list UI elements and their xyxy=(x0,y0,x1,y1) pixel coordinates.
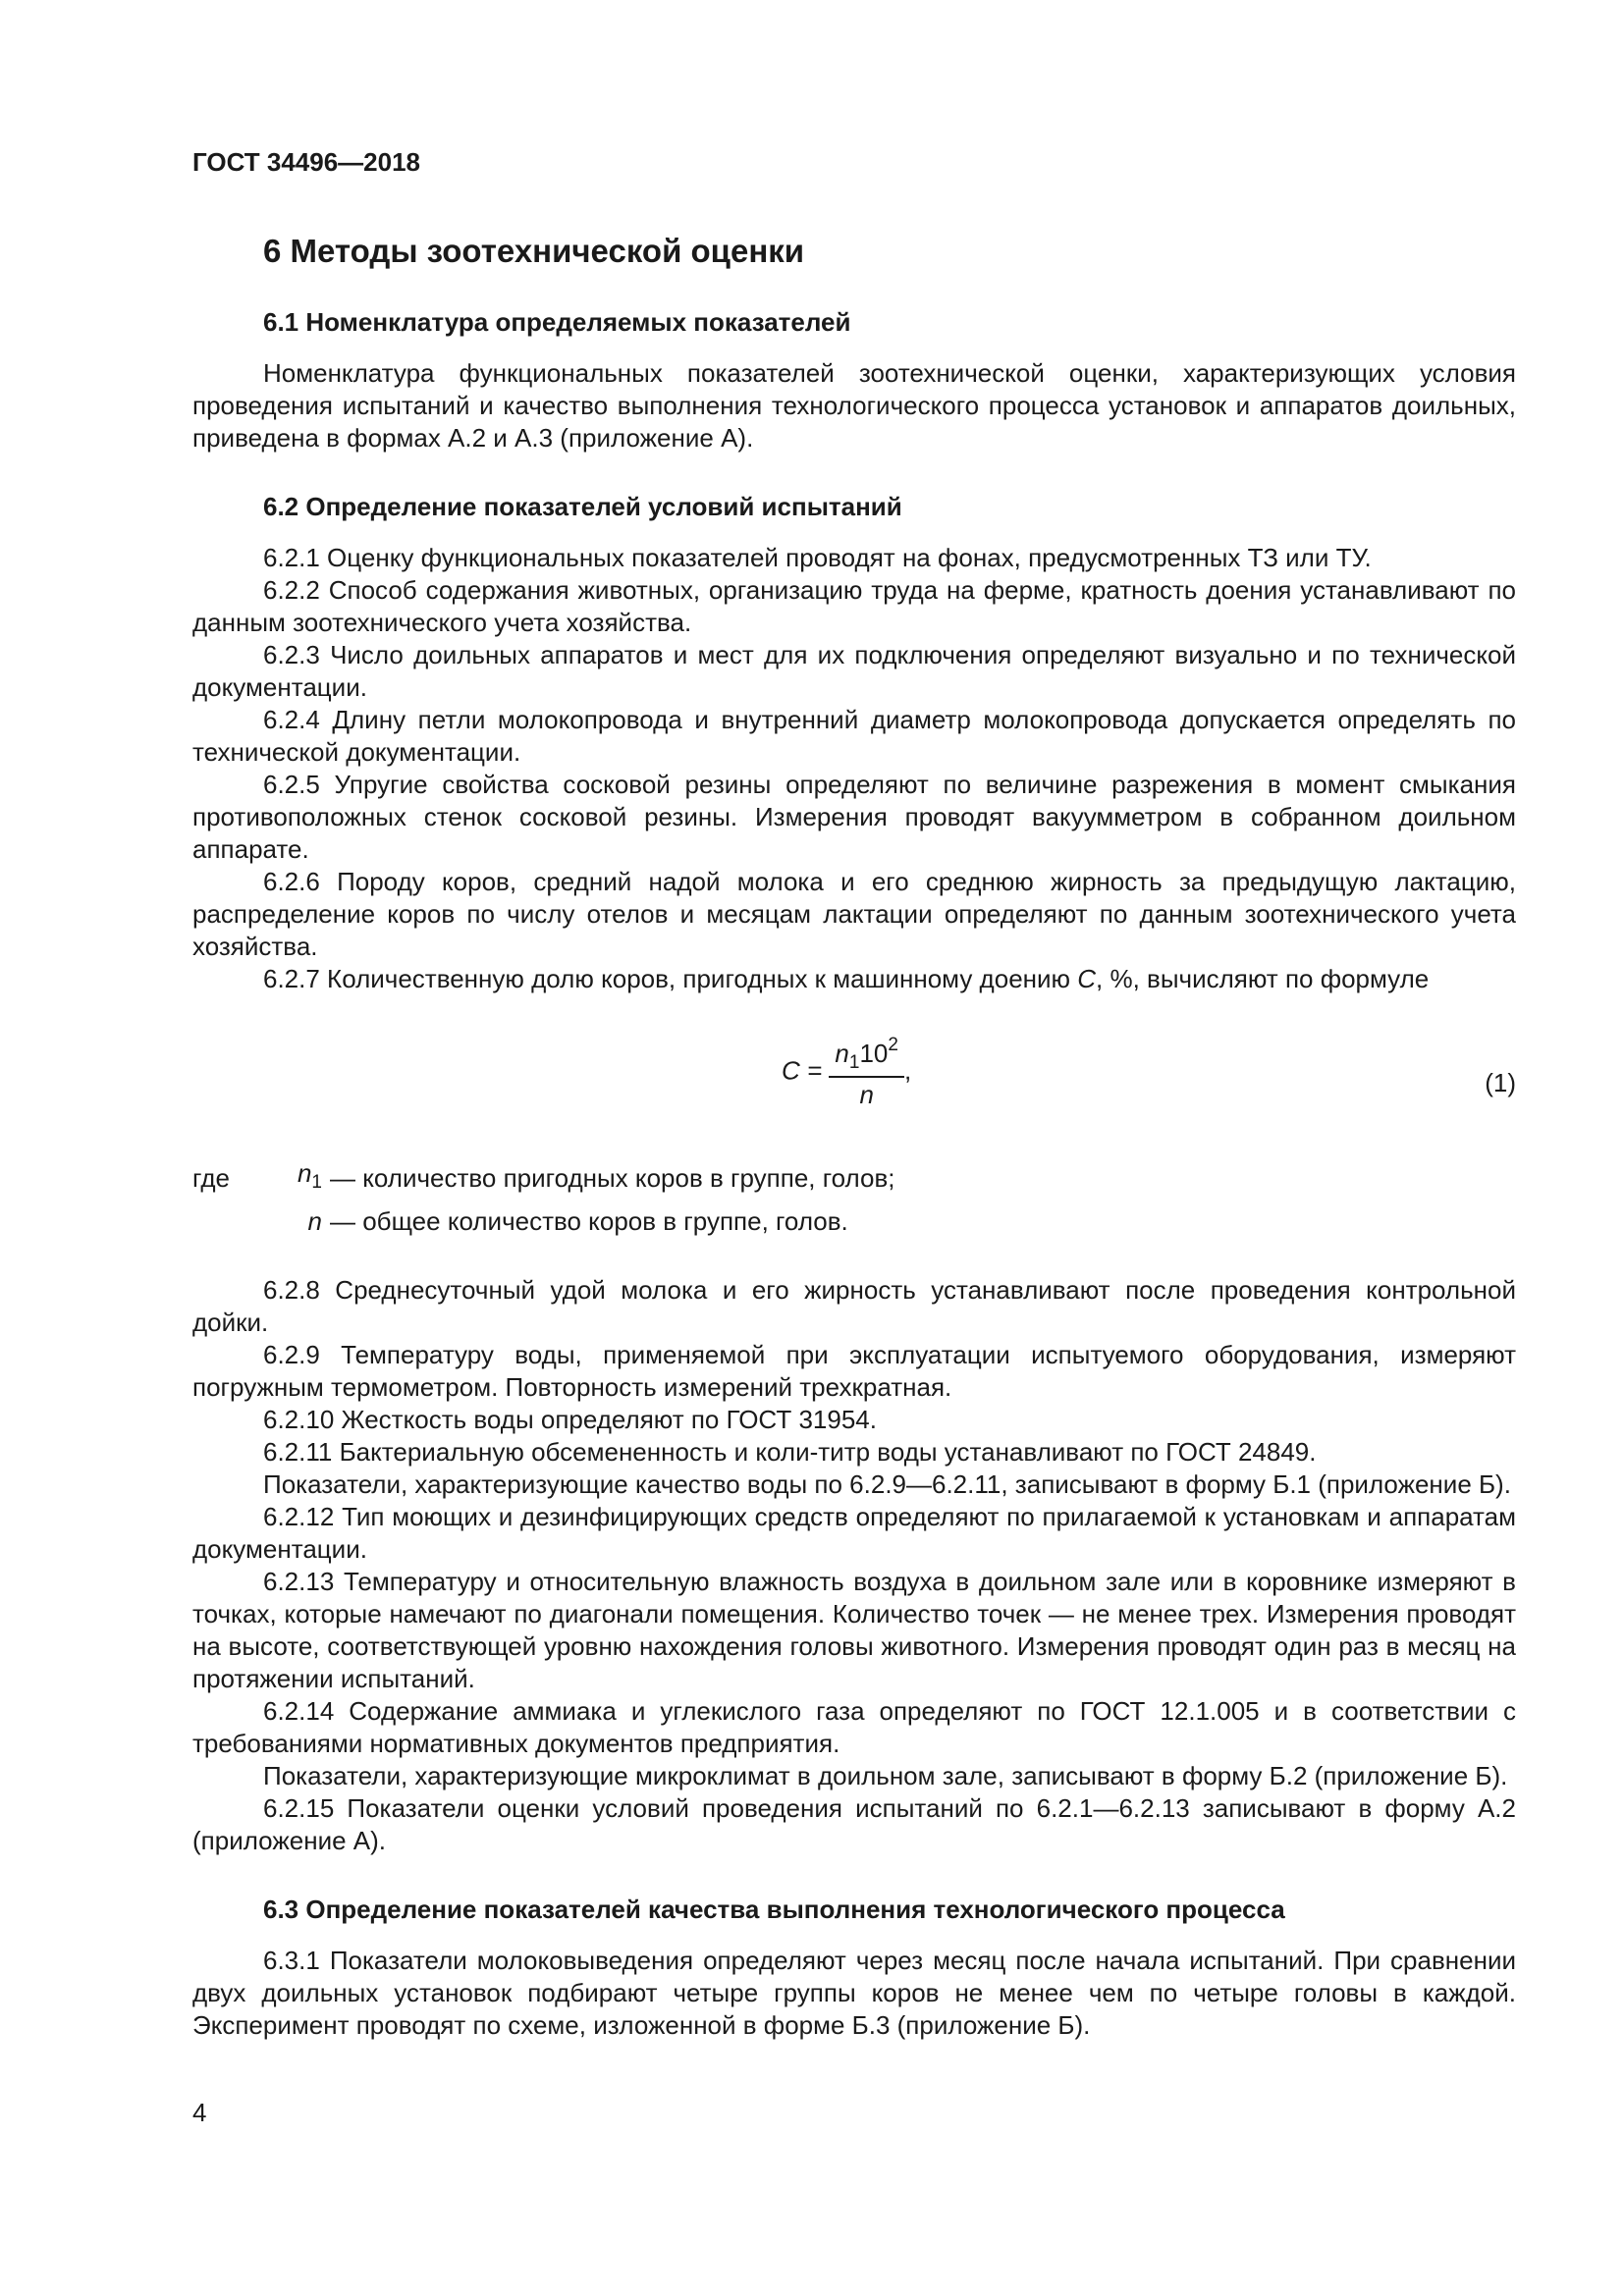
paragraph-6-1: Номенклатура функциональных показателей зоотехнической оценки, характеризующих условия проведения испытаний и качество выполнения технологического процесса установок и аппаратов доильных, приведена в формах А.2 и А.3 (приложение А). xyxy=(192,358,1516,453)
legend-row-n xyxy=(192,1200,1516,1243)
subsection-6-3-title: 6.3 Определение показателей качества выполнения технологического процесса xyxy=(263,1895,1285,1924)
variable-c: С xyxy=(1077,964,1097,993)
formula-comma: , xyxy=(903,1055,912,1086)
paragraph-6-2-7-end: , %, вычисляют по формуле xyxy=(1096,964,1430,993)
legend-text: — количество пригодных коров в группе, голов; xyxy=(330,1162,895,1193)
page-content xyxy=(192,147,1516,2042)
formula-num-base: 10 xyxy=(859,1039,889,1068)
formula-legend xyxy=(192,1156,1516,1243)
paragraph-6-2-10: 6.2.10 Жесткость воды определяют по ГОСТ 31954. xyxy=(263,1405,877,1434)
paragraph-6-2-15: 6.2.15 Показатели оценки условий проведения испытаний по 6.2.1—6.2.13 записывают в форму А.2 (приложение А). xyxy=(192,1793,1516,1855)
legend-where-word: где xyxy=(192,1162,230,1193)
legend-symbol xyxy=(261,1157,330,1199)
legend-text: — общее количество коров в группе, голов. xyxy=(330,1205,848,1236)
paragraph-6-2-7 xyxy=(192,963,1516,995)
document-code: ГОСТ 34496—2018 xyxy=(192,147,420,177)
section-title: 6 Методы зоотехнической оценки xyxy=(263,233,805,269)
formula-expression xyxy=(782,1035,911,1110)
paragraph-6-2-5: 6.2.5 Упругие свойства сосковой резины определяют по величине разрежения в момент смыкания противоположных стенок сосковой резины. Измерения проводят вакуумметром в собранном доильном аппарате. xyxy=(192,770,1516,864)
legend-var: n xyxy=(297,1158,312,1188)
formula-num-var: n xyxy=(835,1039,849,1068)
legend-symbol xyxy=(261,1205,330,1238)
page-number: 4 xyxy=(192,2098,207,2127)
paragraph-6-2-3: 6.2.3 Число доильных аппаратов и мест для их подключения определяют визуально и по технической документации. xyxy=(192,640,1516,702)
paragraph-6-2-1: 6.2.1 Оценку функциональных показателей проводят на фонах, предусмотренных ТЗ или ТУ. xyxy=(263,543,1372,572)
paragraph-6-2-14: 6.2.14 Содержание аммиака и углекислого газа определяют по ГОСТ 12.1.005 и в соответствии с требованиями нормативных документов предприятия. xyxy=(192,1696,1516,1758)
formula-denominator: n xyxy=(859,1080,874,1109)
formula-1 xyxy=(192,1021,1516,1148)
subsection-6-2-title: 6.2 Определение показателей условий испытаний xyxy=(263,492,902,521)
paragraph-6-2-8: 6.2.8 Среднесуточный удой молока и его жирность устанавливают после проведения контрольной дойки. xyxy=(192,1275,1516,1337)
paragraph-6-2-12: 6.2.12 Тип моющих и дезинфицирующих средств определяют по прилагаемой к установкам и аппаратам документации. xyxy=(192,1502,1516,1564)
legend-var: n xyxy=(307,1205,322,1236)
paragraph-6-2-13: 6.2.13 Температуру и относительную влажность воздуха в доильном зале или в коровнике измеряют в точках, которые намечают по диагонали помещения. Количество точек — не менее трех. Измерения проводят на высоте, соответствующей уровню нахождения головы животного. Измерения проводят один раз в месяц на протяжении испытаний. xyxy=(192,1567,1516,1693)
subsection-6-1-title: 6.1 Номенклатура определяемых показателей xyxy=(263,307,851,337)
formula-number: (1) xyxy=(1485,1068,1516,1097)
paragraph-6-2-4: 6.2.4 Длину петли молокопровода и внутренний диаметр молокопровода допускается определять по технической документации. xyxy=(192,705,1516,767)
paragraph-microclimate: Показатели, характеризующие микроклимат в доильном зале, записывают в форму Б.2 (приложение Б). xyxy=(263,1761,1508,1790)
paragraph-water-quality: Показатели, характеризующие качество воды по 6.2.9—6.2.11, записывают в форму Б.1 (приложение Б). xyxy=(263,1469,1511,1499)
paragraph-6-2-11: 6.2.11 Бактериальную обсемененность и коли-титр воды устанавливают по ГОСТ 24849. xyxy=(263,1437,1317,1467)
paragraph-6-2-9: 6.2.9 Температуру воды, применяемой при эксплуатации испытуемого оборудования, измеряют погружным термометром. Повторность измерений трехкратная. xyxy=(192,1340,1516,1402)
formula-numerator xyxy=(829,1035,904,1078)
formula-lhs: С = xyxy=(782,1055,823,1086)
formula-num-exp: 2 xyxy=(888,1035,898,1055)
paragraph-6-2-6: 6.2.6 Породу коров, средний надой молока и его среднюю жирность за предыдущую лактацию, распределение коров по числу отелов и месяцам лактации определяют по данным зоотехнического учета хозяйства. xyxy=(192,867,1516,961)
legend-sub: 1 xyxy=(311,1172,322,1193)
paragraph-6-3-1: 6.3.1 Показатели молоковыведения определяют через месяц после начала испытаний. При сравнении двух доильных установок подбирают четыре группы коров не менее чем по четыре головы в каждой. Эксперимент проводят по схеме, изложенной в форме Б.3 (приложение Б). xyxy=(192,1946,1516,2040)
paragraph-6-2-2: 6.2.2 Способ содержания животных, организацию труда на ферме, кратность доения устанавливают по данным зоотехнического учета хозяйства. xyxy=(192,575,1516,637)
formula-fraction xyxy=(829,1035,904,1110)
formula-num-sub: 1 xyxy=(848,1052,860,1073)
paragraph-6-2-7-start: 6.2.7 Количественную долю коров, пригодных к машинному доению xyxy=(263,964,1078,993)
legend-row-n1 xyxy=(192,1156,1516,1200)
